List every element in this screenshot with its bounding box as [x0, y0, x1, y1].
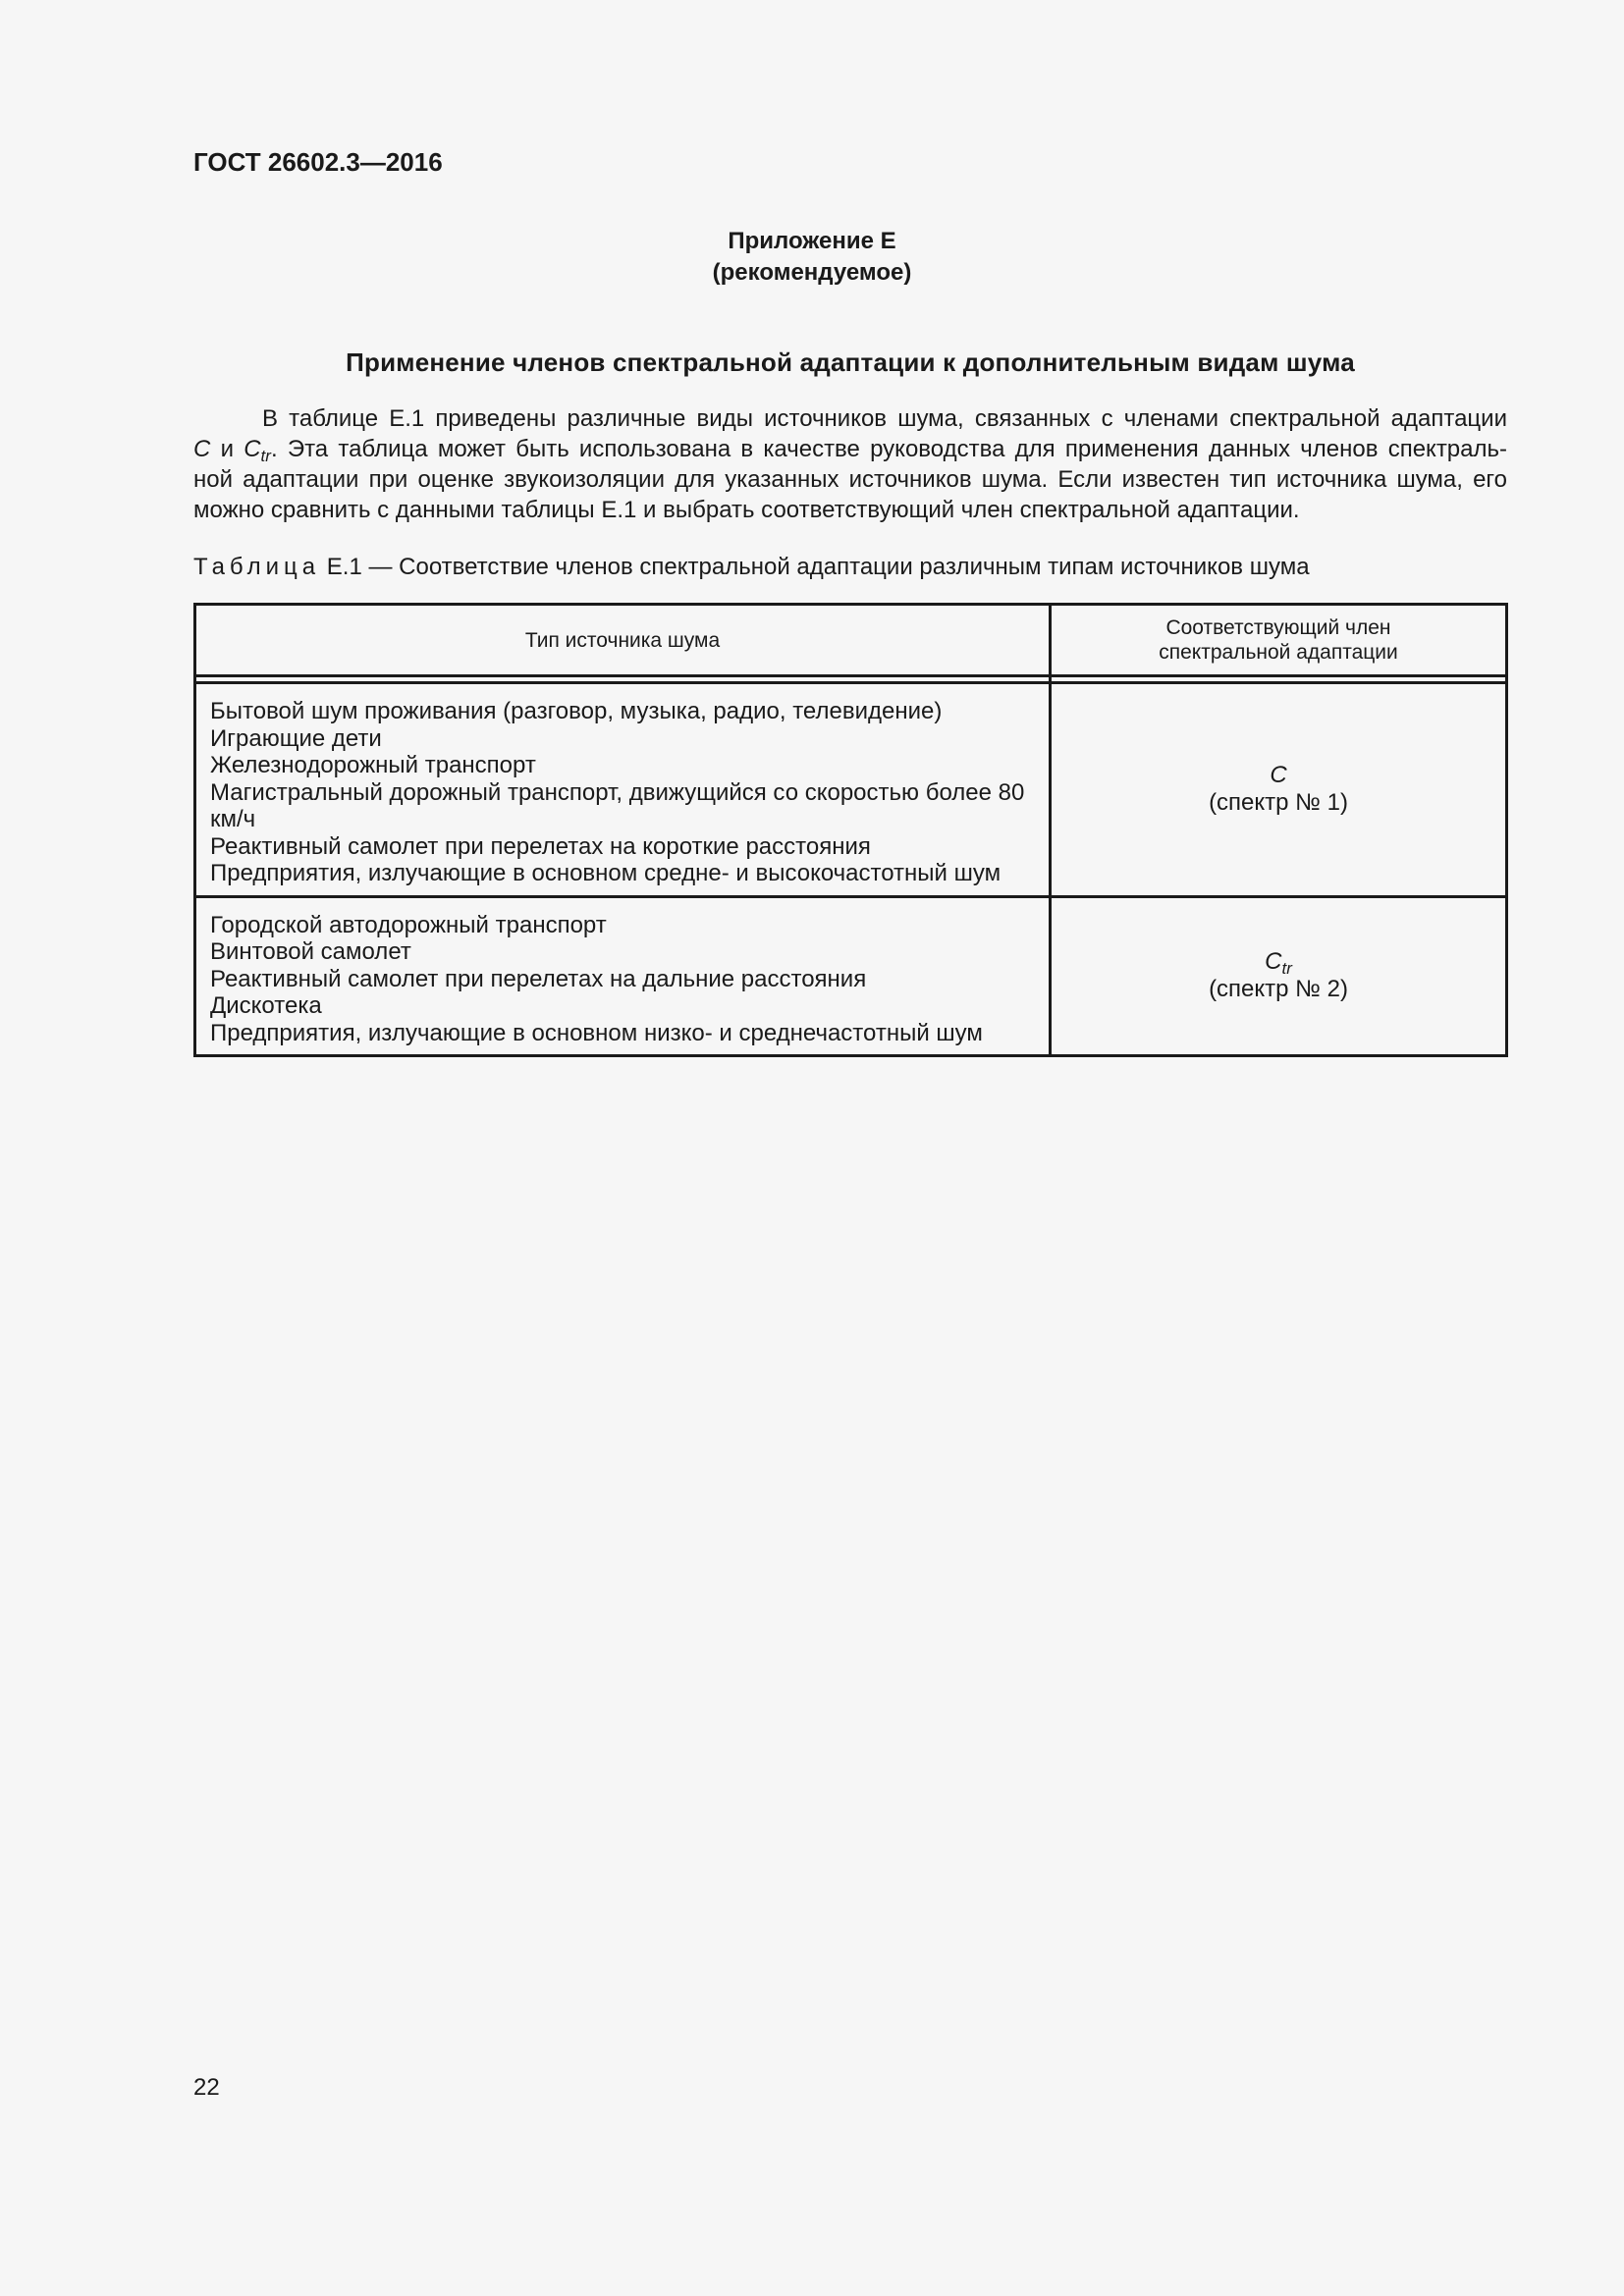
term-symbol-letter: C [1265, 948, 1282, 976]
spectrum-label: (спектр № 2) [1209, 976, 1348, 1003]
table-header-row [195, 605, 1507, 676]
table-row [195, 683, 1507, 897]
header-noise-source-type: Тип источника шума [195, 605, 1051, 676]
spectral-adaptation-table [193, 603, 1508, 1057]
noise-source-item: Реактивный самолет при перелетах на короткие расстояния [210, 832, 871, 860]
header-double-rule [195, 676, 1507, 683]
table-row [195, 896, 1507, 1056]
page-number: 22 [193, 2074, 220, 2101]
noise-source-item: Предприятия, излучающие в основном средне- и высокочастотный шум [210, 860, 1001, 886]
noise-source-item: Предприятия, излучающие в основном низко- и среднечастотный шум [210, 1019, 983, 1046]
section-title: Применение членов спектральной адаптации к дополнительным видам шума [346, 347, 1355, 377]
spectral-term-symbol [1052, 762, 1505, 789]
annex-status: (рекомендуемое) [712, 259, 912, 286]
spectral-term-symbol [1052, 948, 1505, 979]
intro-line-1: В таблице Е.1 приведены различные виды источников шума, связанных с членами спектральной адаптации [262, 405, 1507, 432]
noise-source-item: Городской автодорожный транспорт [210, 911, 607, 938]
noise-sources-cell [195, 683, 1051, 897]
symbol-c: C [193, 436, 211, 462]
noise-source-item: Винтовой самолет [210, 938, 411, 965]
spectrum-label: (спектр № 1) [1209, 789, 1348, 817]
annex-title: Приложение Е [728, 228, 896, 254]
table-caption [193, 554, 1310, 581]
symbol-ctr-subscript: tr [260, 447, 271, 465]
intro-line-4: можно сравнить с данными таблицы Е.1 и выбрать соответствующий член спектральной адаптации. [193, 497, 1300, 523]
term-symbol-subscript: tr [1281, 959, 1292, 979]
annex-heading [0, 226, 1624, 289]
noise-source-item: Магистральный дорожный транспорт, движущийся со скоростью более 80 км/ч [210, 778, 1025, 832]
term-symbol-letter: C [1270, 762, 1287, 789]
header-spectral-term [1051, 605, 1507, 676]
document-code: ГОСТ 26602.3—2016 [193, 147, 443, 177]
header-spectral-term-line-2: спектральной адаптации [1159, 641, 1398, 664]
header-spectral-term-line-1: Соответствующий член [1165, 616, 1391, 639]
intro-paragraph [193, 403, 1507, 525]
intro-line-2-text: . Эта таблица может быть использована в качестве руководства для применения данных членов спектраль- [270, 436, 1508, 462]
intro-line-3: ной адаптации при оценке звукоизоляции для указанных источников шума. Если известен тип источника шума, его [193, 466, 1507, 493]
noise-source-item: Железнодорожный транспорт [210, 752, 536, 778]
noise-source-item: Бытовой шум проживания (разговор, музыка, радио, телевидение) [210, 698, 943, 724]
spectral-term-cell [1051, 683, 1507, 897]
intro-line-2 [193, 434, 1507, 464]
noise-source-item: Реактивный самолет при перелетах на дальние расстояния [210, 965, 867, 992]
intro-conjunction: и [210, 436, 244, 462]
spectral-term-cell [1051, 896, 1507, 1056]
symbol-ctr: C [244, 436, 261, 462]
table-caption-text: Е.1 — Соответствие членов спектральной адаптации различным типам источников шума [320, 554, 1310, 580]
noise-sources-cell [195, 896, 1051, 1056]
table-caption-label: Таблица [193, 554, 321, 580]
noise-source-item: Играющие дети [210, 724, 382, 752]
noise-source-item: Дискотека [210, 992, 322, 1019]
